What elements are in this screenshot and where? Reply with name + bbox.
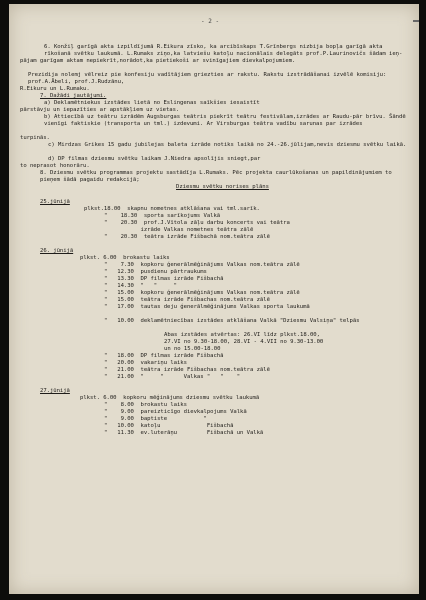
text-line: izrāde Valkas nometnes teātra zālē — [104, 227, 254, 233]
text-line: " 12.30 pusdienu pārtraukums — [104, 269, 207, 275]
text-line: " 20.30 prof.J.Vītola zāļu darbu koncerts vai teātra — [104, 220, 290, 226]
text-line: Dziesmu svētku norises plāns — [176, 184, 269, 190]
text-line: " 21.00 teātra izrāde Fišbachas nom.teātra zālē — [104, 367, 270, 373]
text-line: R.Eikuru un L.Rumaku. — [20, 86, 90, 92]
text-line: " 17.00 tautas deju ģenerālmēģinājums Valkas sporta laukumā — [104, 304, 310, 310]
text-line: plkst. 6.00 kopkoru mēģinājums dziesmu svētku laukumā — [80, 395, 260, 401]
text-line: Abas izstādes atvērtas: 26.VI līdz plkst.18.00, — [164, 332, 320, 338]
text-line: a) Deklamētniekus izstādes lietā no Eslingenas saīkšies iesaistīt — [44, 100, 260, 106]
text-line: " 15.00 kopkoru ģenerālmēģinājums Valkas nom.teātra zālē — [104, 290, 300, 296]
text-line: d) DP filmas dziesmu svētku laikam J.Niedra apsolījis sniegt,par — [48, 156, 261, 162]
text-line: " 10.00 katoļu Fišbachā — [104, 423, 234, 429]
text-line: " 18.30 sporta sarīkojums Valkā — [104, 213, 221, 219]
text-line: " 10.00 deklamētniecības izstādes atklāšana Valkā "Dziesmu Valsiņa" telpās — [104, 318, 360, 324]
text-line: " 20.00 vakariņu laiks — [104, 360, 187, 366]
text-line: b) Attiecībā uz teātru izrādēm Augsburgas teātris piekrīt teātru festivālam,izrādes ar Raudu-pār brīvu. Šāndē vienīgi faktiskie (transporta un tml.) izdevumi. Ar Virsburgas teātra vadību sarunas par izrādes — [44, 114, 409, 127]
text-line: " 15.00 teātra izrāde Fišbachas nom.teātra zālē — [104, 297, 270, 303]
text-line: 8. Dziesmu svētku programmas projektu sastādīja L.Rumaks. Pēc projekta caurlūkošanas un papildinājumiem to pieņem šādā pagaidu redakcijā; — [40, 170, 396, 183]
text-line: 6. Konžiļ garīgā akta izpildījumā R.Eikura zīsko, ka arcibīskaps T.Grīnbergs nizbija bopļa garīgā akta rīkošanā svētku laukumā. L.Rumaks ziņo,ka latviešu katoļu nacionālais delegāts prof.P.Laurinovičs šādam ieņ- — [44, 44, 403, 57]
text-line: 27.jūnijā — [40, 388, 70, 394]
text-line: plkst.18.00 skapnu nometnes atklāšana vai tml.sarīk. — [84, 206, 260, 212]
text-line: " 14.30 " " " — [104, 283, 177, 289]
text-line: pārstāvju un iepazīties ar apstākļiem uz vietas. — [20, 107, 180, 113]
text-line: " 13.30 DP filmas izrāde Fišbachā — [104, 276, 224, 282]
text-line: " 18.00 DP filmas izrāde Fišbachā — [104, 353, 224, 359]
page-number: - 2 - — [201, 18, 220, 25]
text-line: " 21.00 " " Valkas " " " — [104, 374, 241, 380]
text-line: to neprasot honorāru. — [20, 163, 90, 169]
text-line: 27.VI no 9.30-18.00, 28.VI - 4.VII no 9.30-13.00 — [164, 339, 324, 345]
text-line: 26. jūnijā — [40, 248, 74, 254]
text-line: pājam garīgam aktam nepiekrīt,norādot,ka pietiekoši ar svinīgajiem dievkalpojumiem. — [20, 58, 296, 64]
text-line: 7. Dažādi jautājumi. — [40, 93, 107, 99]
text-line: Prezidija nolemj vēlreiz pie konfesiju vadītājiem griezties ar rakstu. Rakstu izstrādāšanai izvēlē komisiju: prof.A.Ābeli, prof.J.Rudzānu, — [28, 72, 390, 85]
document-page — [9, 4, 419, 594]
text-line: un no 15.00-18.00 — [164, 346, 221, 352]
text-line: c) Mirdzas Grikes 15 gadu jubilejas baleta izrāde notiks laikā no 24.-26.jūlijam,nevis dziesmu svētku laikā. — [48, 142, 407, 148]
text-line: " 9.00 baptiste " — [104, 416, 207, 422]
text-line: turpinās. — [20, 135, 50, 141]
text-line: " 20.30 teātra izrāde Fišbachā nom.teātra zālē — [104, 234, 270, 240]
text-line: " 11.30 ev.luterāņu Fišbachā un Valkā — [104, 430, 264, 436]
margin-mark — [413, 20, 419, 22]
text-line: " 8.00 brokastu laiks — [104, 402, 187, 408]
text-line: plkst. 6.00 brokastu laiks — [80, 255, 170, 261]
text-line: " 9.00 pareizticīgo dievkalpojums Valkā — [104, 409, 247, 415]
text-line: 25.jūnijā — [40, 199, 70, 205]
text-line: " 7.30 kopkoru ģenerālmēģinājums Valkas nom.teātra zālē — [104, 262, 300, 268]
